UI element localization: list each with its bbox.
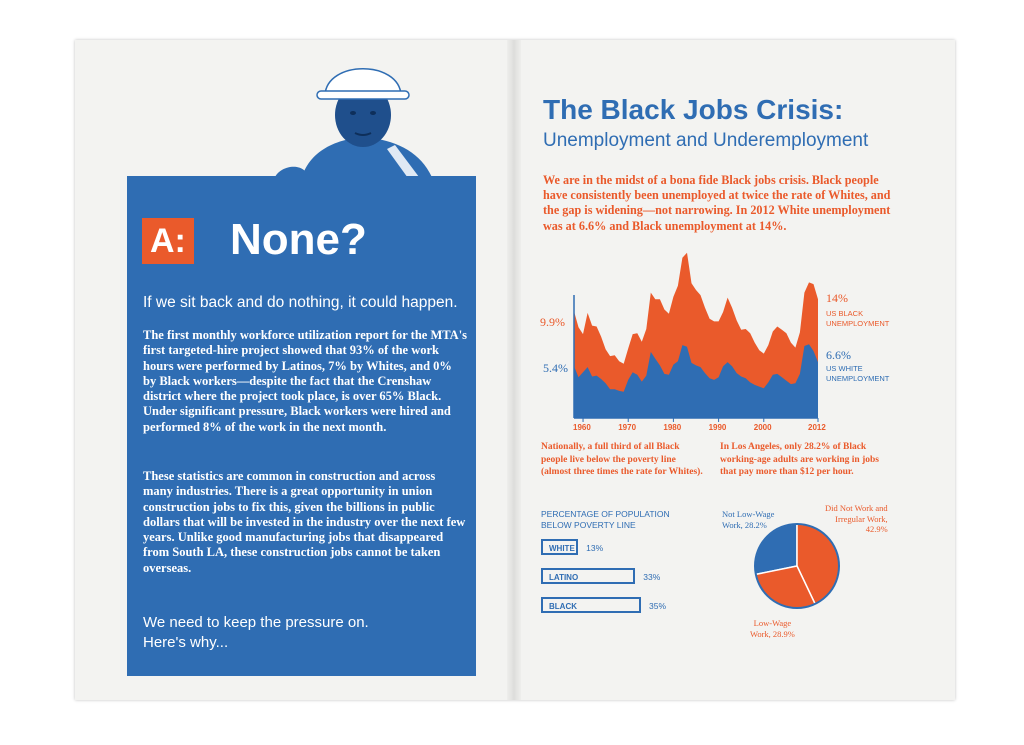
- page-title: The Black Jobs Crisis:: [543, 94, 844, 125]
- white-series-label: [826, 364, 889, 384]
- headline: None?: [230, 215, 367, 264]
- x-tick-label: 1980: [663, 423, 682, 432]
- x-tick-label: 1990: [708, 423, 727, 432]
- la-note: In Los Angeles, only 28.2% of Black working-age adults are working in jobs that pay more than $12 per hour.: [720, 442, 879, 477]
- paragraph-1: The first monthly workforce utilization report for the MTA's first targeted-hire project showed that 93% of the work hours were performed by Latinos, 7% by Whites, and 0% by Black workers—despite the fact that the Crenshaw district where the project took place, is over 65% Black. Under significant pressure, Black workers were hired and performed 8% of the work in the next month.: [143, 328, 468, 434]
- x-tick-label: 2000: [753, 423, 772, 432]
- poverty-bar-latino: LATINO: [541, 568, 635, 584]
- x-tick-label: 1970: [618, 423, 637, 432]
- pie-label-did-not-work: [825, 503, 888, 535]
- white-end-value: 6.6%: [826, 348, 851, 362]
- poverty-title-2: BELOW POVERTY LINE: [541, 520, 636, 530]
- x-tick-label: 2012: [808, 423, 826, 432]
- black-end-value: 14%: [826, 291, 848, 305]
- paragraph-2: These statistics are common in construction and across many industries. There is a great opportunity in union construction jobs to fix this, given the billions in public dollars that will be invested in the industry over the next few years. Unlike good manufacturing jobs that disappeared from South LA, these construction jobs cannot be taken overseas.: [143, 469, 466, 575]
- pie-label-didnot-1: Did Not Work and: [825, 503, 888, 513]
- black-series-label-1: US BLACK: [826, 309, 864, 318]
- closing-line-1: We need to keep the pressure on.: [143, 614, 369, 631]
- unemployment-area-chart: [574, 253, 818, 422]
- poverty-value-white: 13%: [586, 543, 604, 553]
- poverty-value-black: 35%: [649, 601, 667, 611]
- pie-label-low-1: Low-Wage: [753, 618, 792, 628]
- poverty-bar-white: WHITE: [541, 539, 578, 555]
- page-subtitle: Unemployment and Underemployment: [543, 130, 869, 151]
- black-series-label-2: UNEMPLOYMENT: [826, 319, 890, 328]
- pie-label-notlow-2: Work, 28.2%: [722, 519, 767, 530]
- poverty-title-1: PERCENTAGE OF POPULATION: [541, 509, 670, 519]
- poverty-chart-title: [541, 509, 681, 531]
- pie-label-low-2: Work, 28.9%: [750, 628, 795, 639]
- black-start-label: 9.9%: [540, 315, 565, 329]
- poverty-value-latino: 33%: [643, 572, 661, 582]
- poverty-note: Nationally, a full third of all Black people live below the poverty line (almost three times the rate for Whites).: [541, 442, 703, 477]
- closing-line-2: Here's why...: [143, 634, 229, 651]
- answer-badge: A:: [142, 218, 194, 264]
- black-series-label: [826, 309, 889, 329]
- pie-label-not-low-wage: [722, 509, 774, 530]
- pie-label-didnot-2: Irregular Work,: [835, 513, 888, 524]
- white-series-label-1: US WHITE: [826, 364, 863, 373]
- pie-label-notlow-1: Not Low-Wage: [722, 509, 775, 519]
- intro-paragraph: We are in the midst of a bona fide Black jobs crisis. Black people have consistently been unemployed at twice the rate of Whites, and the gap is widening—not narrowing. In 2012 White unemployment was at 6.6% and Black unemployment at 14%.: [543, 173, 891, 233]
- lede-text: If we sit back and do nothing, it could happen.: [143, 294, 458, 311]
- pie-label-low-wage: [750, 618, 795, 639]
- x-tick-label: 1960: [573, 423, 591, 432]
- pie-label-didnot-3: 42.9%: [865, 524, 888, 534]
- poverty-bar-black: BLACK: [541, 597, 641, 613]
- white-start-label: 5.4%: [543, 361, 568, 375]
- white-series-label-2: UNEMPLOYMENT: [826, 374, 890, 383]
- wage-pie-chart: [755, 524, 839, 608]
